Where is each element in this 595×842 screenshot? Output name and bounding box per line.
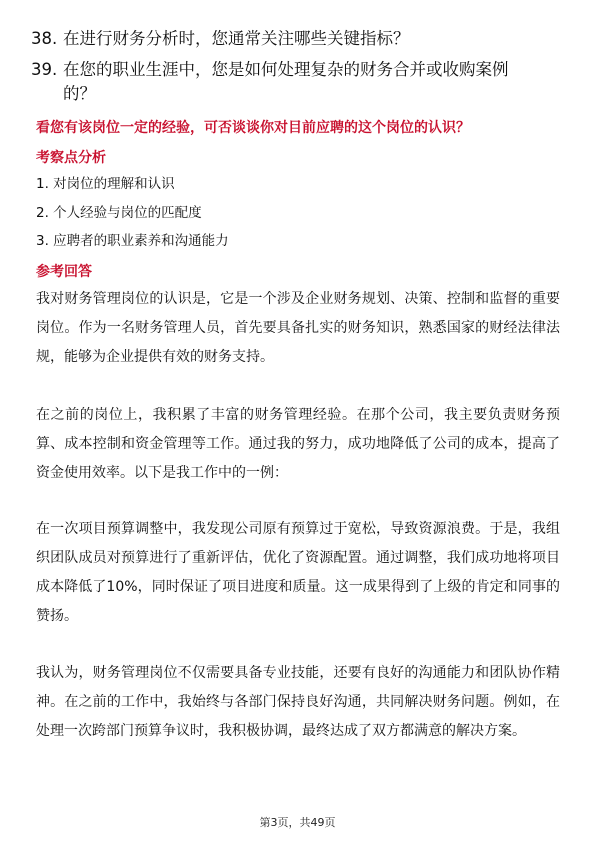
analysis-item: 3. 应聘者的职业素养和沟通能力: [36, 233, 229, 249]
answer-paragraph: 在一次项目预算调整中，我发现公司原有预算过于宽松，导致资源浪费。于是，我组织团队成员对预算进行了重新评估，优化了资源配置。通过调整，我们成功地将项目成本降低了10%，同时保证了项目进度和质量。这一成果得到了上级的肯定和同事的赞扬。: [36, 521, 560, 624]
question-number: 38.: [31, 29, 58, 48]
question-text-line2: 的？: [63, 84, 96, 103]
question-text-line1: 在您的职业生涯中，您是如何处理复杂的财务合并或收购案例: [63, 60, 509, 79]
question-38: [31, 27, 561, 51]
interview-question-heading: 看您有该岗位一定的经验，可否谈谈你对目前应聘的这个岗位的认识？: [36, 120, 470, 136]
answer-heading: 参考回答: [36, 264, 92, 280]
page-number-footer: 第3页，共49页: [259, 816, 336, 829]
analysis-item: 1. 对岗位的理解和认识: [36, 176, 175, 192]
analysis-item: 2. 个人经验与岗位的匹配度: [36, 205, 202, 221]
answer-paragraph: 我对财务管理岗位的认识是，它是一个涉及企业财务规划、决策、控制和监督的重要岗位。作为一名财务管理人员，首先要具备扎实的财务知识，熟悉国家的财经法律法规，能够为企业提供有效的财务支持。: [36, 291, 560, 365]
question-number: 39.: [31, 60, 58, 79]
question-text: 在进行财务分析时，您通常关注哪些关键指标？: [63, 29, 410, 48]
answer-paragraph: 在之前的岗位上，我积累了丰富的财务管理经验。在那个公司，我主要负责财务预算、成本控制和资金管理等工作。通过我的努力，成功地降低了公司的成本，提高了资金使用效率。以下是我工作中的一例：: [36, 407, 560, 481]
answer-paragraph: 我认为，财务管理岗位不仅需要具备专业技能，还要有良好的沟通能力和团队协作精神。在之前的工作中，我始终与各部门保持良好沟通，共同解决财务问题。例如，在处理一次跨部门预算争议时，我积极协调，最终达成了双方都满意的解决方案。: [36, 665, 560, 739]
analysis-heading: 考察点分析: [36, 150, 106, 166]
question-39: [31, 58, 561, 106]
